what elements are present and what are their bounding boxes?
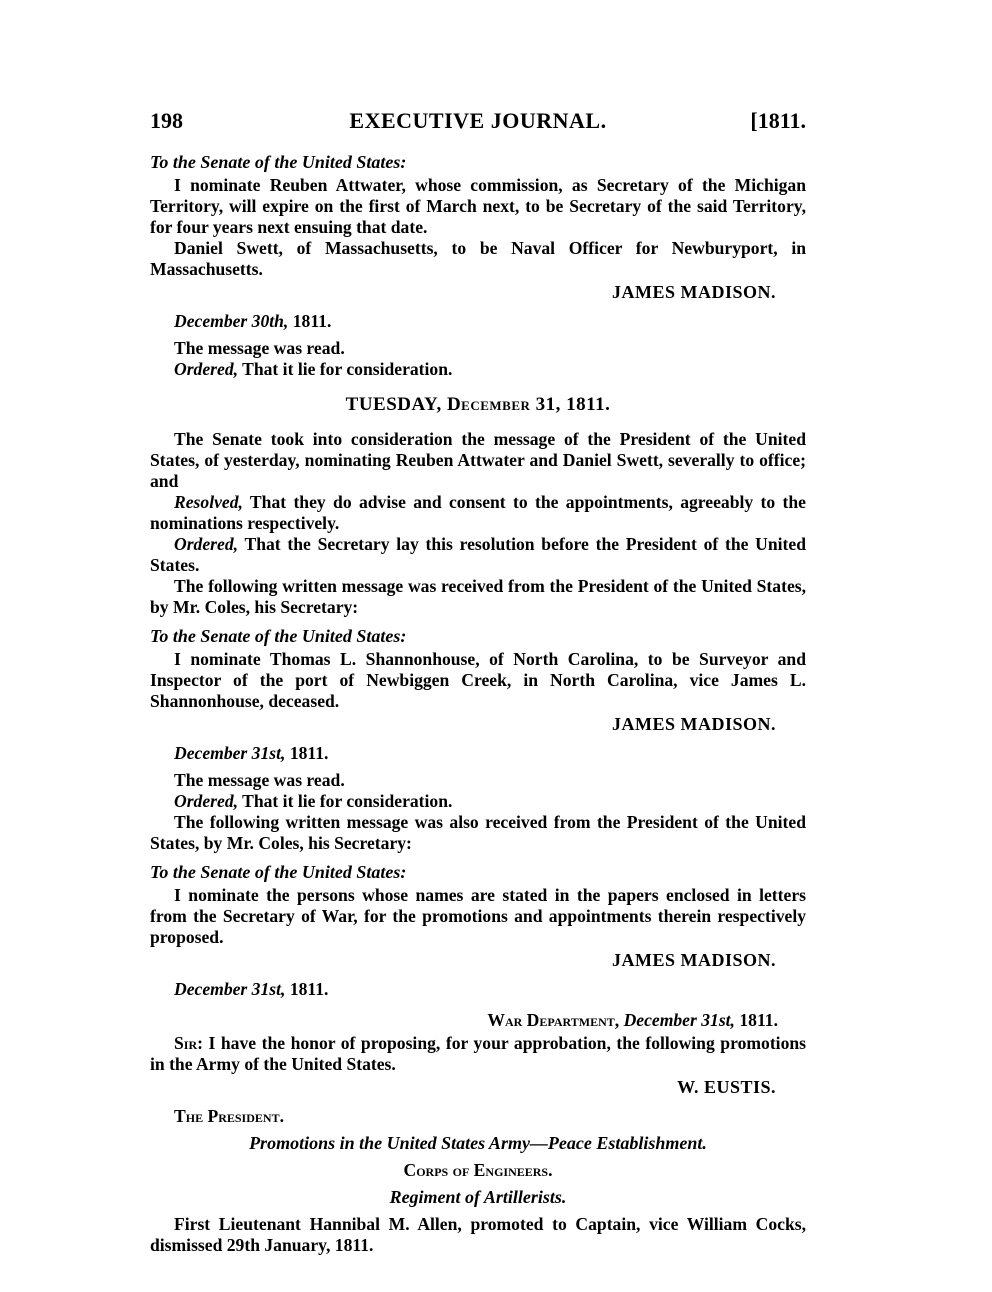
ordered-label: Ordered, xyxy=(174,534,239,554)
regiment-heading: Regiment of Artillerists. xyxy=(389,1187,567,1207)
ordered-note xyxy=(150,791,806,812)
ordered-paragraph xyxy=(150,534,806,576)
nomination-paragraph: I nominate the persons whose names are stated in the papers enclosed in letters from the Secretary of War, for the promotions and appointments therein respectively proposed. xyxy=(150,885,806,947)
day-month: December xyxy=(446,394,531,415)
date-year: 1811. xyxy=(289,743,329,763)
addressee: The President. xyxy=(174,1106,284,1126)
date-italic: December 30th, xyxy=(174,311,289,331)
war-department-label: War Department, xyxy=(487,1010,620,1030)
war-department-dateline xyxy=(150,1010,806,1031)
signature: JAMES MADISON. xyxy=(611,282,776,302)
message-date xyxy=(174,979,806,1000)
day-name: TUESDAY, xyxy=(345,394,442,415)
message-date xyxy=(174,743,806,764)
signature: JAMES MADISON. xyxy=(611,950,776,970)
letter-text: I have the honor of proposing, for your approbation, the following promotions in the Army of the United States. xyxy=(150,1033,806,1074)
read-note: The message was read. xyxy=(174,338,345,358)
date-year: 1811. xyxy=(739,1010,778,1030)
ordered-text: That the Secretary lay this resolution before the President of the United States. xyxy=(150,534,806,575)
promotions-heading: Promotions in the United States Army—Peace Establishment. xyxy=(249,1133,707,1153)
page-header xyxy=(150,108,806,144)
read-note: The message was read. xyxy=(174,770,345,790)
proceedings-paragraph: The Senate took into consideration the message of the President of the United States, of yesterday, nominating Reuben Attwater and Daniel Swett, severally to office; and xyxy=(150,429,806,491)
journal-page xyxy=(150,108,806,1256)
resolved-paragraph xyxy=(150,492,806,534)
signature: JAMES MADISON. xyxy=(611,714,776,734)
running-title: EXECUTIVE JOURNAL. xyxy=(349,108,607,133)
message-address: To the Senate of the United States: xyxy=(150,862,407,882)
signature: W. EUSTIS. xyxy=(677,1077,776,1097)
ordered-text: That it lie for consideration. xyxy=(242,359,453,379)
date-year: 1811. xyxy=(292,311,332,331)
ordered-label: Ordered, xyxy=(174,791,239,811)
day-date: 31, 1811. xyxy=(535,394,611,415)
date-year: 1811. xyxy=(289,979,329,999)
resolved-text: That they do advise and consent to the appointments, agreeably to the nominations respectively. xyxy=(150,492,806,533)
ordered-label: Ordered, xyxy=(174,359,239,379)
message-address: To the Senate of the United States: xyxy=(150,626,407,646)
page-number: 198 xyxy=(150,108,183,133)
date-italic: December 31st, xyxy=(623,1010,735,1030)
war-letter-body xyxy=(150,1033,806,1075)
ordered-text: That it lie for consideration. xyxy=(242,791,453,811)
date-italic: December 31st, xyxy=(174,743,286,763)
nomination-paragraph: I nominate Thomas L. Shannonhouse, of North Carolina, to be Surveyor and Inspector of the port of Newbiggen Creek, in North Carolina, vice James L. Shannonhouse, deceased. xyxy=(150,649,806,711)
day-heading xyxy=(150,394,806,415)
ordered-note xyxy=(150,359,806,380)
message-address: To the Senate of the United States: xyxy=(150,152,407,172)
nomination-paragraph: I nominate Reuben Attwater, whose commission, as Secretary of the Michigan Territory, will expire on the first of March next, to be Secretary of the said Territory, for four years next ensuing that date. xyxy=(150,175,806,237)
corps-heading: Corps of Engineers. xyxy=(403,1160,553,1180)
message-received-paragraph: The following written message was also received from the President of the United States, by Mr. Coles, his Secretary: xyxy=(150,812,806,853)
resolved-label: Resolved, xyxy=(174,492,243,512)
salutation: Sir: xyxy=(174,1033,203,1053)
date-italic: December 31st, xyxy=(174,979,286,999)
header-year: [1811. xyxy=(750,108,806,133)
message-received-paragraph: The following written message was received from the President of the United States, by Mr. Coles, his Secretary: xyxy=(150,576,806,617)
message-date xyxy=(174,311,806,332)
promotion-entry: First Lieutenant Hannibal M. Allen, promoted to Captain, vice William Cocks, dismissed 29th January, 1811. xyxy=(150,1214,806,1255)
nomination-paragraph: Daniel Swett, of Massachusetts, to be Naval Officer for Newburyport, in Massachusetts. xyxy=(150,238,806,279)
